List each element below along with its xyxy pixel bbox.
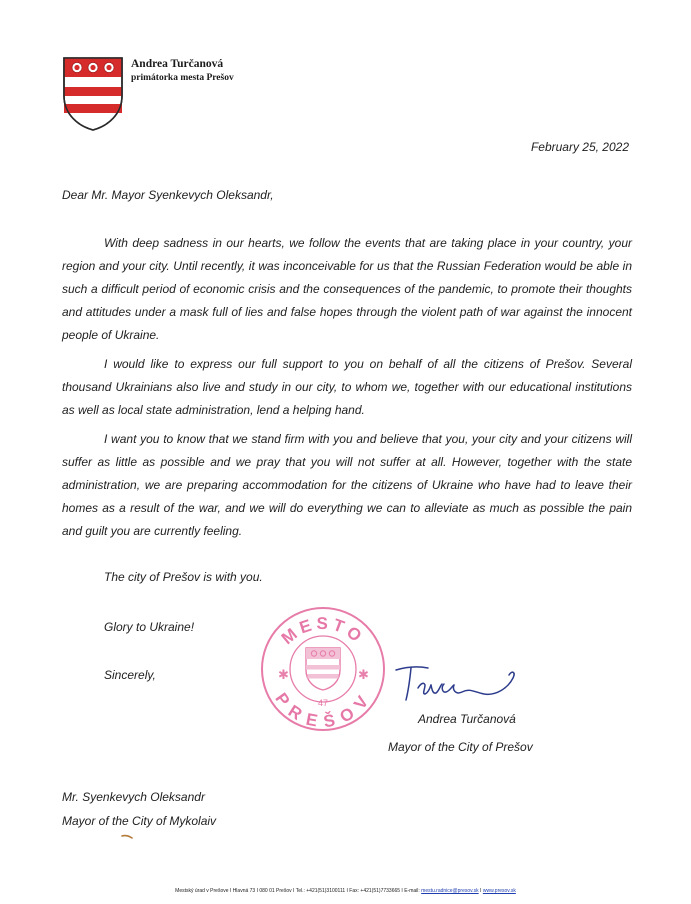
presov-coat-of-arms-icon <box>62 56 124 132</box>
signer-name: Andrea Turčanová <box>418 712 516 726</box>
stamp-bottom-text: PREŠOV <box>271 689 375 732</box>
signer-title: Mayor of the City of Prešov <box>388 740 533 754</box>
stamp-top-text: MESTO <box>277 613 369 649</box>
letter-body <box>62 232 632 549</box>
letterhead-name: Andrea Turčanová <box>131 58 224 70</box>
footer-email-link[interactable]: mestu.radnice@presov.sk <box>421 888 479 894</box>
footer-website-link[interactable]: www.presov.sk <box>482 888 516 894</box>
svg-text:PREŠOV <box>271 689 374 731</box>
svg-text:✱: ✱ <box>278 668 289 683</box>
svg-text:MESTO <box>278 614 368 648</box>
footer-separator: I <box>478 888 483 894</box>
footer-contact-line <box>0 888 691 894</box>
closing-line-presov: The city of Prešov is with you. <box>104 570 263 584</box>
recipient-title: Mayor of the City of Mykolaiv <box>62 814 217 828</box>
paragraph-2: I would like to express our full support to you on behalf of all the citizens of Prešov. Several thousand Ukrainians also live and study in our city, to whom we, together with our educational institutions as well as local state administration, lend a helping hand. <box>62 357 632 417</box>
stray-ink-mark-icon <box>121 834 133 840</box>
stamp-number: 47 <box>317 698 329 708</box>
svg-text:✱: ✱ <box>358 668 369 683</box>
recipient-name: Mr. Syenkevych Oleksandr <box>62 790 205 804</box>
paragraph-1: With deep sadness in our hearts, we follow the events that are taking place in your country, your region and your city. Until recently, it was inconceivable for us that the Russian Federation would be able in such a difficult period of economic crisis and the consequences of the pandemic, to promote their thoughts and attitudes under a mask full of lies and false hopes through the violent path of war against the innocent people of Ukraine. <box>62 236 632 342</box>
salutation: Dear Mr. Mayor Syenkevych Oleksandr, <box>62 188 274 202</box>
footer-address: Mestský úrad v Prešove I Hlavná 73 I 080 01 Prešov I Tel.: +421(51)3100111 I Fax: +421(51)7733665 I E-mail: <box>175 888 422 894</box>
handwritten-signature <box>392 658 524 708</box>
letter-date: February 25, 2022 <box>530 140 629 154</box>
official-stamp <box>258 604 388 734</box>
stamp-crest-icon <box>306 648 340 690</box>
closing-line-glory: Glory to Ukraine! <box>104 620 195 634</box>
closing-line-sincerely: Sincerely, <box>104 668 156 682</box>
paragraph-3: I want you to know that we stand firm with you and believe that you, your city and your citizens will suffer as little as possible and we pray that you will not suffer at all. However, together with the state administration, we are preparing accommodation for the citizens of Ukraine who have had to leave their homes as a result of the war, and we will do everything we can to alleviate as much as possible the pain and guilt you are currently feeling. <box>62 432 632 538</box>
letterhead-role: primátorka mesta Prešov <box>131 73 234 83</box>
